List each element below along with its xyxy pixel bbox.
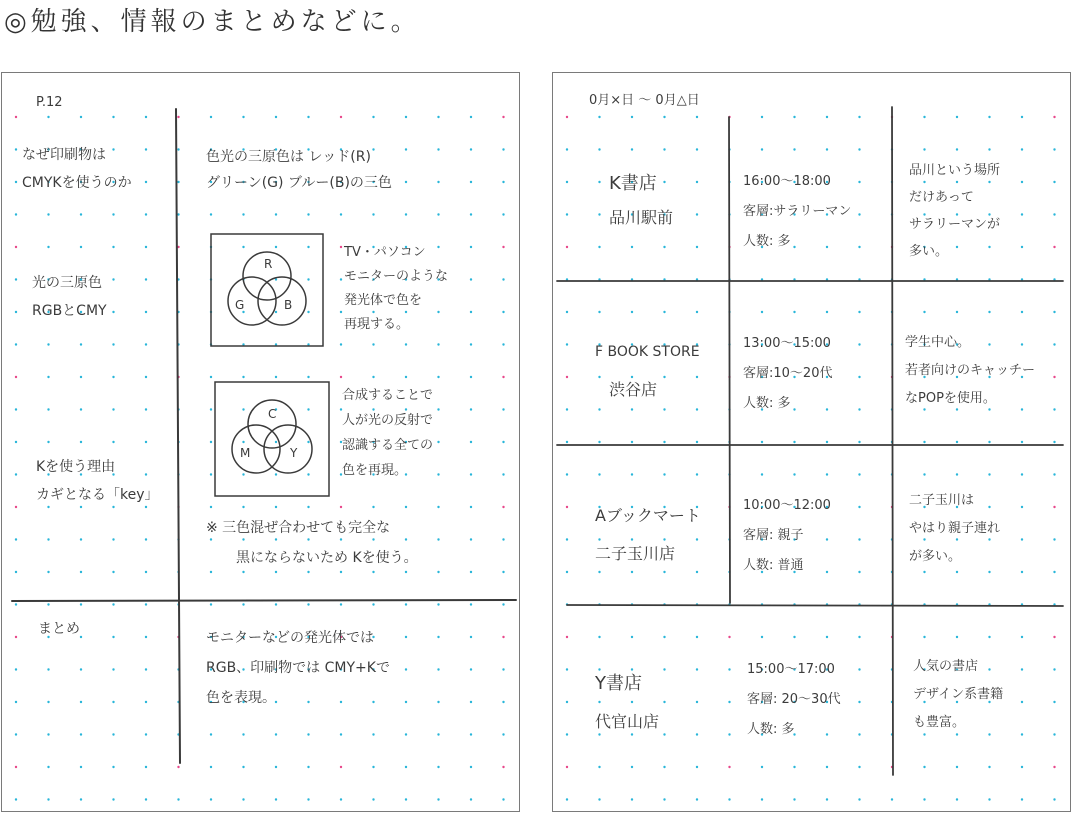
notebook-page-right	[552, 72, 1071, 812]
memo-2: 学生中心。 若者向けのキャッチー なPOPを使用。	[905, 335, 1036, 406]
venn-label-g: G	[235, 298, 245, 312]
visit-info-1: 16:00〜18:00 客層:サラリーマン 人数: 多	[743, 174, 852, 249]
visit-info-2: 13:00〜15:00 客層:10〜20代 人数: 多	[743, 336, 833, 411]
headline: ◎勉強、情報のまとめなどに。	[4, 7, 421, 37]
venn-label-y: Y	[290, 446, 298, 460]
venn-rgb-diagram	[210, 233, 324, 347]
memo-4: 人気の書店 デザイン系書籍 も豊富。	[913, 659, 1004, 730]
date-range: 0月×日 〜 0月△日	[589, 93, 700, 108]
venn-label-m: M	[240, 446, 251, 460]
store-name-1: K書店 品川駅前	[609, 173, 674, 227]
venn-label-c: C	[268, 407, 277, 421]
visit-info-3: 10:00〜12:00 客層: 親子 人数: 普通	[743, 498, 831, 573]
venn-label-b: B	[284, 298, 293, 312]
venn-label-r: R	[264, 257, 273, 271]
memo-1: 品川という場所 だけあって サラリーマンが 多い。	[909, 163, 1001, 259]
memo-3: 二子玉川は やはり親子連れ が多い。	[909, 493, 1001, 564]
notes-intro: 色光の三原色は レッド(R) グリーン(G) ブルー(B)の三色	[206, 149, 392, 191]
page-number: P.12	[36, 95, 63, 110]
summary-text: モニターなどの発光体では RGB、印刷物では CMY+Kで 色を表現。	[206, 630, 390, 706]
store-name-3: Aブックマート 二子玉川店	[595, 506, 701, 563]
visit-info-4: 15:00〜17:00 客層: 20〜30代 人数: 多	[747, 662, 841, 737]
venn-cmy-diagram	[214, 381, 330, 497]
cue-2: 光の三原色 RGBとCMY	[32, 275, 107, 319]
cue-3: Kを使う理由 カギとなる「key」	[36, 459, 159, 503]
cmy-description: 合成することで 人が光の反射で 認識する全ての 色を再現。	[342, 388, 434, 478]
summary-label: まとめ	[38, 621, 80, 637]
store-name-4: Y書店 代官山店	[595, 673, 660, 731]
rgb-description: TV・パソコン モニターのような 発光体で色を 再現する。	[344, 245, 449, 332]
k-note: ※ 三色混ぜ合わせても完全な 黒にならないため Kを使う。	[206, 520, 418, 566]
notebook-page-left	[1, 72, 520, 812]
store-name-2: F BOOK STORE 渋谷店	[595, 344, 700, 399]
cue-1: なぜ印刷物は CMYKを使うのか	[22, 147, 132, 191]
